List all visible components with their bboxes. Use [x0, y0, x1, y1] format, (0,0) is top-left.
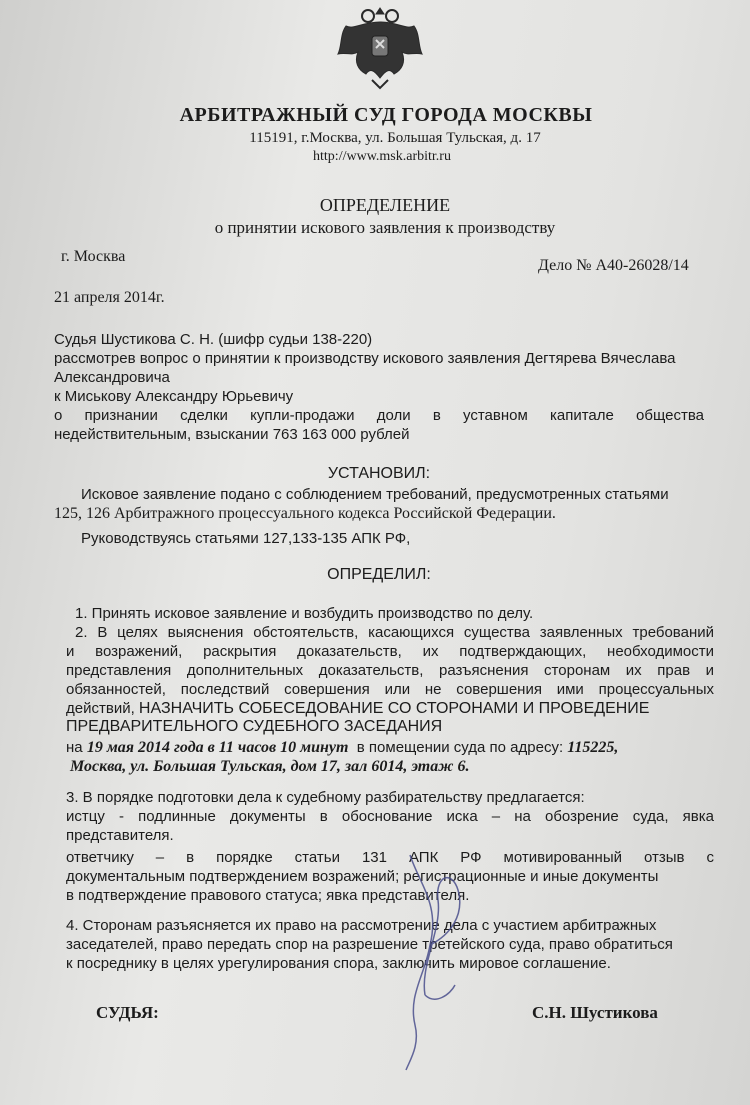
decision-item-4-line: заседателей, право передать спор на разрешение третейского суда, право обратиться: [66, 936, 673, 953]
case-number: Дело № А40-26028/14: [538, 257, 689, 274]
hearing-datetime: 19 мая 2014 года в 11 часов 10 минут: [86, 739, 349, 756]
court-url: http://www.msk.arbitr.ru: [313, 149, 451, 164]
appointment-caps: НАЗНАЧИТЬ СОБЕСЕДОВАНИЕ СО СТОРОНАМИ И ПРОВЕДЕНИЕ: [138, 700, 650, 717]
court-address: 115191, г.Москва, ул. Большая Тульская, д. 17: [249, 130, 541, 146]
city: г. Москва: [61, 248, 126, 265]
handwritten-signature: [380, 845, 500, 1075]
plaintiff-duties: истцу - подлинные документы в обоснование иска – на обозрение суда, явка: [66, 808, 714, 825]
established-block: [54, 485, 704, 548]
hearing-datetime-line: [66, 738, 714, 757]
defendant-line: к Миськову Александру Юрьевичу: [54, 388, 294, 405]
defendant-duties: ответчику – в порядке статьи 131 АПК РФ мотивированный отзыв с: [66, 849, 714, 866]
decision-item-2-line: [66, 699, 714, 718]
decided-heading: ОПРЕДЕЛИЛ:: [327, 566, 431, 583]
judge-name: С.Н. Шустикова: [532, 1003, 658, 1022]
established-text: 125, 126 Арбитражного процессуального кодекса Российской Федерации.: [54, 505, 556, 522]
decision-item-2-line: обязанностей, последствий совершения или не совершения ими процессуальных: [66, 681, 714, 698]
decision-item-4-line: 4. Сторонам разъясняется их право на рассмотрение дела с участием арбитражных: [66, 917, 657, 934]
decision-item-3: 3. В порядке подготовки дела к судебному разбирательству предлагается:: [66, 789, 585, 806]
established-heading: УСТАНОВИЛ:: [327, 465, 431, 482]
defendant-duties: в подтверждение правового статуса; явка представителя.: [66, 887, 470, 904]
hearing-address: Москва, ул. Большая Тульская, дом 17, зал 6014, этаж 6.: [70, 758, 470, 775]
document-title: ОПРЕДЕЛЕНИЕ: [319, 195, 451, 215]
established-text: Исковое заявление подано с соблюдением требований, предусмотренных статьями: [81, 486, 669, 503]
court-name: АРБИТРАЖНЫЙ СУД ГОРОДА МОСКВЫ: [179, 104, 593, 126]
consider-line: Александровича: [54, 369, 170, 386]
guided-by-text: Руководствуясь статьями 127,133-135 АПК РФ,: [81, 530, 411, 547]
decision-item-2-line: и возражений, раскрытия доказательств, их подтверждающих, необходимости: [66, 643, 714, 660]
text-fragment: действий,: [66, 700, 135, 717]
judge-label: СУДЬЯ:: [96, 1003, 159, 1022]
decision-item-1: 1. Принять исковое заявление и возбудить производство по делу.: [75, 605, 534, 622]
defendant-duties: документальным подтверждением возражений; регистрационные и иные документы: [66, 868, 659, 885]
decision-item-4-line: к посреднику в целях урегулирования спора, заключить мировое соглашение.: [66, 955, 611, 972]
intro-block: [54, 330, 704, 444]
appointment-caps: ПРЕДВАРИТЕЛЬНОГО СУДЕБНОГО ЗАСЕДАНИЯ: [66, 718, 443, 735]
text-fragment: в помещении суда по адресу:: [356, 739, 564, 756]
subject-line: недействительным, взыскании 763 163 000 рублей: [54, 426, 410, 443]
document-date: 21 апреля 2014г.: [54, 289, 165, 306]
document-subtitle: о принятии искового заявления к производству: [214, 218, 556, 237]
decision-item-2-line: 2. В целях выяснения обстоятельств, касающихся существа заявленных требований: [75, 624, 714, 641]
decision-item-2-line: представления дополнительных доказательств, разъяснения сторонам их прав и: [66, 662, 714, 679]
text-fragment: на: [66, 739, 83, 756]
plaintiff-duties: представителя.: [66, 827, 174, 844]
coat-of-arms-emblem: [332, 0, 428, 90]
judge-line: Судья Шустикова С. Н. (шифр судьи 138-220): [54, 331, 373, 348]
consider-line: рассмотрев вопрос о принятии к производству искового заявления Дегтярева Вячеслава: [54, 350, 676, 367]
subject-line: о признании сделки купли-продажи доли в уставном капитале общества: [54, 407, 704, 424]
hearing-address: 115225,: [567, 739, 619, 756]
decided-block: [66, 604, 714, 776]
